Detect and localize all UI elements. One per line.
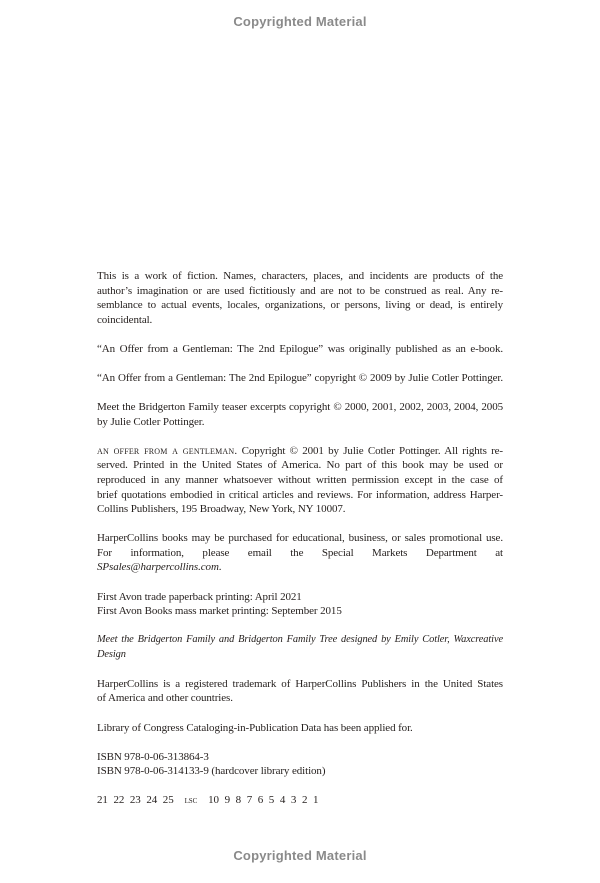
printing-history-paragraph [97,590,503,619]
epilogue-ebook-note-paragraph [97,342,503,357]
epilogue-copyright-paragraph [97,371,503,386]
text-line: ISBN 978-0-06-313864-3 [97,750,209,763]
text-line: an offer from a gentleman. Copyright © 2001 by Julie Cotler Pottinger. All rights re- [97,444,503,457]
text-line: author’s imagination or are used fictitiously and are not to be construed as real. Any re- [97,284,503,297]
isbn-numbers-paragraph [97,750,503,779]
fiction-disclaimer-paragraph [97,269,503,327]
copyright-text-block [97,269,503,809]
text-line: ISBN 978-0-06-314133-9 (hardcover library edition) [97,765,326,778]
teaser-copyright-paragraph [97,400,503,429]
text-line: Collins Publishers, 195 Broadway, New York, NY 10007. [97,503,346,516]
text-line: Library of Congress Cataloging-in-Publication Data has been applied for. [97,721,413,734]
text-line: For information, please email the Special Markets Department at SPsales@harpercollins.com. [97,546,503,574]
printers-key-paragraph [97,793,503,809]
text-line: Meet the Bridgerton Family teaser excerpts copyright © 2000, 2001, 2002, 2003, 2004, 2005 [97,401,503,414]
loc-cataloging-note-paragraph [97,721,503,736]
text-line: First Avon Books mass market printing: September 2015 [97,605,342,618]
text-line: First Avon trade paperback printing: April 2021 [97,590,302,603]
text-line: of America and other countries. [97,692,233,705]
text-line: Meet the Bridgerton Family and Bridgerton Family Tree designed by Emily Cotler, Waxcreative Design [97,634,503,660]
text-line: served. Printed in the United States of America. No part of this book may be used or [97,459,503,472]
text-line: “An Offer from a Gentleman: The 2nd Epilogue” was originally published as an e-book. [97,342,503,355]
text-line: This is a work of fiction. Names, characters, places, and incidents are products of the [97,270,503,282]
copyrighted-material-watermark-top: Copyrighted Material [233,14,367,29]
text-line: HarperCollins books may be purchased for educational, business, or sales promotional use. [97,532,503,545]
text-line: semblance to actual events, locales, organizations, or persons, living or dead, is entirely [97,299,503,312]
text-line: reproduced in any manner whatsoever without written permission except in the case of [97,473,503,486]
text-line: 21 22 23 24 25 lsc 10 9 8 7 6 5 4 3 2 1 [97,794,319,807]
text-line: “An Offer from a Gentleman: The 2nd Epilogue” copyright © 2009 by Julie Cotler Pottinger. [97,371,503,384]
text-line: brief quotations embodied in critical articles and reviews. For information, address Harper- [97,488,503,501]
text-line: HarperCollins is a registered trademark of HarperCollins Publishers in the United States [97,677,503,690]
design-credit-paragraph [97,633,503,662]
text-line: coincidental. [97,313,153,326]
copyrighted-material-watermark-bottom: Copyrighted Material [233,848,367,863]
special-markets-note-paragraph [97,531,503,575]
text-line: by Julie Cotler Pottinger. [97,415,205,428]
main-copyright-notice-paragraph [97,444,503,517]
trademark-notice-paragraph [97,677,503,706]
